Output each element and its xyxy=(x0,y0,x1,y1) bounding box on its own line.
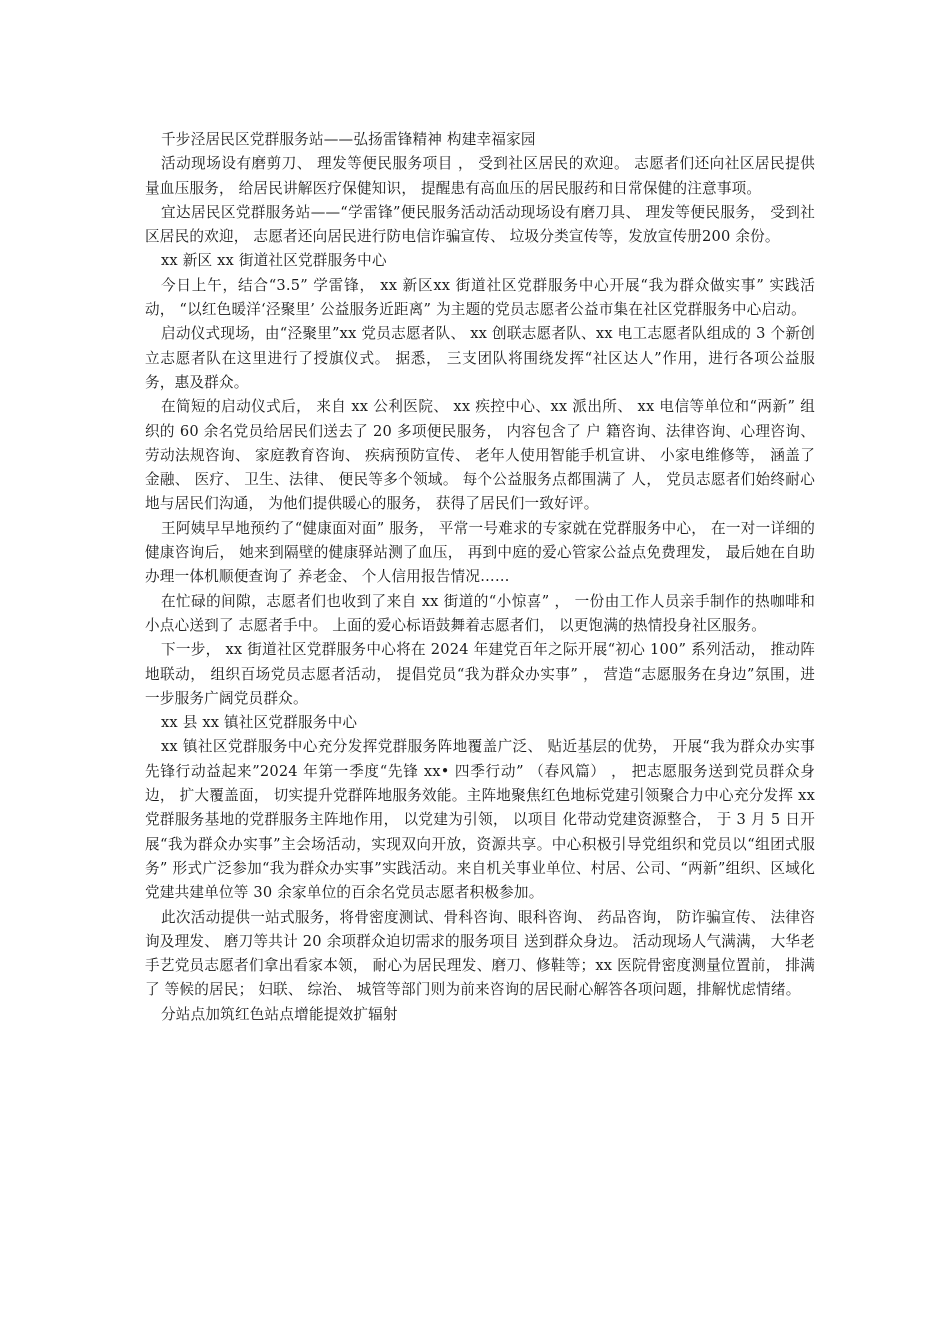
paragraph: 在简短的启动仪式后， 来自 xx 公利医院、 xx 疾控中心、xx 派出所、 xx 电信等单位和“两新” 组织的 60 余名党员给居民们送去了 20 多项便民服务， 内容包含了 户 籍咨询、法律咨询、心理咨询、 劳动法规咨询、 家庭教育咨询、 疾病预防宣传、 老年人使用智能手机宣讲、 小家电维修等， 涵盖了 金融、 医疗、 卫生、法律、 便民等多个领域。 每个公益服务点都围满了 人， 党员志愿者们始终耐心地与居民们沟通， 为他们提供暖心的服务， 获得了居民们一致好评。 xyxy=(145,398,815,513)
section-title: 千步泾居民区党群服务站——弘扬雷锋精神 构建幸福家园 xyxy=(161,131,536,148)
paragraph: 启动仪式现场，由“泾聚里”xx 党员志愿者队、 xx 创联志愿者队、xx 电工志愿者队组成的 3 个新创立志愿者队在这里进行了授旗仪式。 据悉， 三支团队将围绕发挥“社区达人”作用，进行各项公益服务，惠及群众。 xyxy=(145,325,815,391)
section-title: xx 县 xx 镇社区党群服务中心 xyxy=(161,714,358,732)
paragraph: 在忙碌的间隙，志愿者们也收到了来自 xx 街道的“小惊喜” ， 一份由工作人员亲手制作的热咖啡和小点心送到了 志愿者手中。 上面的爱心标语鼓舞着志愿者们， 以更饱满的热情投身社区服务。 xyxy=(145,592,815,634)
paragraph: 活动现场设有磨剪刀、 理发等便民服务项目 ， 受到社区居民的欢迎。 志愿者们还向社区居民提供量血压服务， 给居民讲解医疗保健知识， 提醒患有高血压的居民服药和日常保健的注意事项。 xyxy=(145,155,815,197)
paragraph: 宜达居民区党群服务站——“学雷锋”便民服务活动活动现场设有磨刀具、 理发等便民服务， 受到社区居民的欢迎， 志愿者还向居民进行防电信诈骗宣传、 垃圾分类宣传等，发放宣传册200 余份。 xyxy=(145,203,815,246)
paragraph: 今日上午，结合“3.5” 学雷锋， xx 新区xx 街道社区党群服务中心开展“我为群众做实事” 实践活动， “以红色暖洋‘泾聚里’ 公益服务近距离” 为主题的党员志愿者公益市集在社区党群服务中心启动。 xyxy=(145,276,815,319)
paragraph: xx 镇社区党群服务中心充分发挥党群服务阵地覆盖广泛、 贴近基层的优势， 开展“我为群众办实事 先锋行动益起来”2024 年第一季度“先锋 xx• 四季行动” （春风篇） ， 把志愿服务送到党员群众身边， 扩大覆盖面， 切实提升党群阵地服务效能。主阵地聚焦红色地标党建引领聚合力中心充分发挥 xx 党群服务基地的党群服务主阵地作用， 以党建为引领， 以项目 化带动党建资源整合， 于 3 月 5 日开展“我为群众办实事”主会场活动，实现双向开放，资源共享。中心积极引导党组织和党员以“组团式服务” 形式广泛参加“我为群众办实事”实践活动。来自机关事业单位、村居、公司、“两新”组织、区域化党建共建单位等 30 余家单位的百余名党员志愿者积极参加。 xyxy=(145,738,815,902)
section-title: xx 新区 xx 街道社区党群服务中心 xyxy=(161,252,387,270)
paragraph: 下一步， xx 街道社区党群服务中心将在 2024 年建党百年之际开展“初心 100” 系列活动， 推动阵地联动， 组织百场党员志愿者活动， 提倡党员“我为群众办实事” ， 营造“志愿服务在身边”氛围，进一步服务广阔党员群众。 xyxy=(145,641,815,707)
document-body xyxy=(145,128,815,1027)
paragraph: 此次活动提供一站式服务，将骨密度测试、骨科咨询、眼科咨询、 药品咨询， 防诈骗宣传、 法律咨询及理发、 磨刀等共计 20 余项群众迫切需求的服务项目 送到群众身边。 活动现场人气满满， 大华老手艺党员志愿者们拿出看家本领， 耐心为居民理发、磨刀、修鞋等；xx 医院骨密度测量位置前， 排满了 等候的居民； 妇联、 综治、 城管等部门则为前来咨询的居民耐心解答各项问题，排解忧虑情绪。 xyxy=(145,908,815,999)
paragraph: 王阿姨早早地预约了“健康面对面” 服务， 平常一号难求的专家就在党群服务中心， 在一对一详细的健康咨询后， 她来到隔壁的健康驿站测了血压， 再到中庭的爱心管家公益点免费理发， 最后她在自助办理一体机顺便查询了 养老金、 个人信用报告情况…… xyxy=(145,519,815,586)
section-title: 分站点加筑红色站点增能提效扩辐射 xyxy=(161,1005,398,1023)
